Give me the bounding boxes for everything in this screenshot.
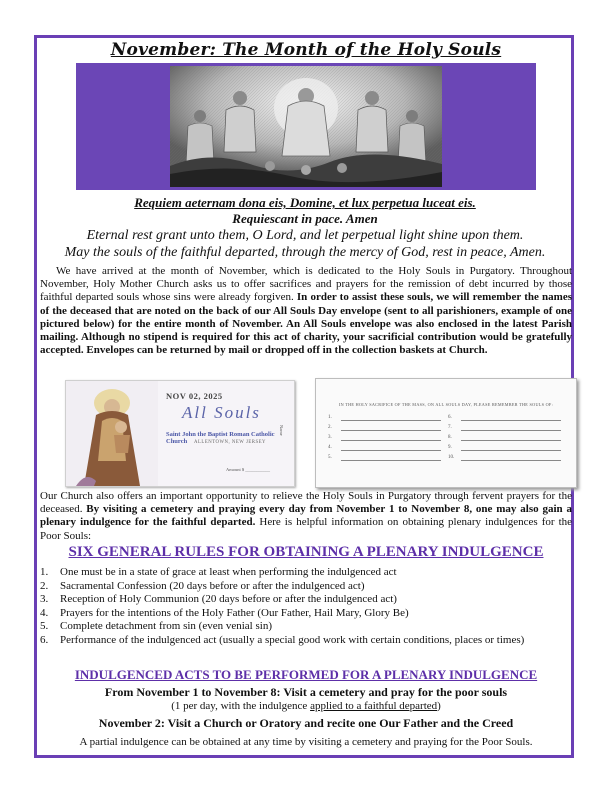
latin-prayer-line-1: Requiem aeternam dona eis, Domine, et lux perpetua luceat eis. bbox=[134, 195, 476, 210]
note-suffix: ) bbox=[437, 700, 441, 712]
write-in-line bbox=[461, 430, 561, 431]
act-church: November 2: Visit a Church or Oratory and recite one Our Father and the Creed bbox=[98, 716, 514, 730]
partial-indulgence-note: A partial indulgence can be obtained at any time by visiting a cemetery and praying for the Poor Souls. bbox=[79, 736, 533, 748]
write-in-line bbox=[341, 440, 441, 441]
write-in-line bbox=[341, 430, 441, 431]
list-item bbox=[40, 580, 572, 594]
madonna-icon bbox=[66, 381, 158, 486]
opportunity-paragraph bbox=[40, 490, 572, 543]
list-item bbox=[40, 634, 572, 648]
envelope-amount: Amount $ ___________ bbox=[226, 467, 271, 472]
envelope-title: All Souls bbox=[182, 403, 261, 422]
write-in-line bbox=[461, 460, 561, 461]
envelope-front-image bbox=[65, 380, 295, 487]
rule-number: 5. bbox=[40, 620, 49, 633]
envelope-back-line: 3. bbox=[328, 435, 332, 440]
english-prayer-line-2: May the souls of the faithful departed, through the mercy of God, rest in peace, Amen. bbox=[64, 245, 546, 260]
page-title: November: The Month of the Holy Souls bbox=[110, 40, 502, 60]
rule-text: Reception of Holy Communion (20 days before or after the indulgenced act) bbox=[60, 593, 397, 606]
opportunity-plain-1: Our Church also offers an important opportunity to relieve the Holy Souls in Purgatory through fervent prayers for the deceased. bbox=[40, 490, 572, 516]
envelope-back-line: 4. bbox=[328, 445, 332, 450]
envelope-back-line: 2. bbox=[328, 425, 332, 430]
rule-number: 1. bbox=[40, 566, 49, 578]
envelope-date: NOV 02, 2025 bbox=[166, 391, 223, 401]
envelope-church: Saint John the Baptist Roman Catholic Church bbox=[166, 431, 275, 445]
write-in-line bbox=[341, 460, 441, 461]
envelope-back-line: 9. bbox=[448, 445, 452, 450]
rule-text: Prayers for the intentions of the Holy Father (Our Father, Hail Mary, Glory Be) bbox=[60, 606, 409, 619]
write-in-line bbox=[461, 420, 561, 421]
rule-number: 3. bbox=[40, 593, 49, 606]
envelope-back-header: IN THE HOLY SACRIFICE OF THE MASS, ON ALL SOULS DAY, PLEASE REMEMBER THE SOULS OF: bbox=[338, 402, 554, 407]
envelope-back-line: 6. bbox=[448, 415, 452, 420]
rule-text: Sacramental Confession (20 days before or after the indulgenced act) bbox=[60, 579, 365, 592]
artwork-illustration bbox=[170, 66, 442, 187]
acts-heading: INDULGENCED ACTS TO BE PERFORMED FOR A PLENARY INDULGENCE bbox=[74, 667, 538, 682]
rules-list bbox=[40, 566, 572, 648]
envelope-back-line: 7. bbox=[448, 425, 452, 430]
envelope-amount-label: Amount $ bbox=[226, 467, 245, 472]
opportunity-plain-2: Here is helpful information on obtaining plenary indulgences for the Poor Souls: bbox=[40, 516, 573, 542]
envelope-back-line: 5. bbox=[328, 455, 332, 460]
latin-prayer-line-2: Requiescant in pace. Amen bbox=[232, 211, 378, 226]
list-item bbox=[40, 566, 572, 580]
rule-number: 2. bbox=[40, 579, 49, 592]
envelope-location: ALLENTOWN, NEW JERSEY bbox=[194, 440, 267, 445]
write-in-line bbox=[341, 450, 441, 451]
write-in-line bbox=[461, 450, 561, 451]
list-item bbox=[40, 607, 572, 621]
envelope-back-image bbox=[315, 378, 577, 488]
write-in-line bbox=[341, 420, 441, 421]
rule-text: Complete detachment from sin (even venial sin) bbox=[60, 620, 272, 633]
note-prefix: (1 per day, with the indulgence bbox=[171, 700, 311, 712]
envelope-name-label: Name bbox=[279, 425, 284, 436]
envelope-back-line: 8. bbox=[448, 435, 452, 440]
rule-text: One must be in a state of grace at least when performing the indulgenced act bbox=[60, 566, 397, 578]
write-in-line bbox=[461, 440, 561, 441]
envelope-back-line: 10. bbox=[448, 455, 455, 460]
intro-bold-text: In order to assist these souls, we will remember the names of the deceased that are noted on the back of our All Souls Day envelope (sent to all parishioners, example of one pictured below) for the entire month of November. An All Souls envelope was also enclosed in the latest Parish mailing. Although no stipend is required for this act of charity, your sacrificial contribution would be gratefully accepted. Envelopes can be returned by mail or dropped off in the collection baskets at Church. bbox=[40, 291, 572, 357]
rule-number: 4. bbox=[40, 606, 49, 619]
act-cemetery: From November 1 to November 8: Visit a cemetery and pray for the poor souls bbox=[104, 685, 508, 699]
list-item bbox=[40, 593, 572, 607]
opportunity-bold: By visiting a cemetery and praying every day from November 1 to November 8, one may also gain a plenary indulgence for the faithful departed. bbox=[40, 503, 572, 529]
english-prayer-line-1: Eternal rest grant unto them, O Lord, and let perpetual light shine upon them. bbox=[86, 228, 524, 243]
rule-text: Performance of the indulgenced act (usually a special good work with certain conditions, places or times) bbox=[60, 633, 525, 646]
rules-heading: SIX GENERAL RULES FOR OBTAINING A PLENARY INDULGENCE bbox=[68, 544, 544, 560]
intro-plain-text: We have arrived at the month of November, which is dedicated to the Holy Souls in Purgatory. Throughout November, Holy Mother Church asks us to offer sacrifices and prayers for the remission of debt incurred by those faithful departed souls whose sins were already forgiven. bbox=[40, 265, 572, 304]
holy-souls-artwork bbox=[170, 66, 442, 187]
act-cemetery-note bbox=[40, 700, 572, 712]
envelope-back-line: 1. bbox=[328, 415, 332, 420]
rule-number: 6. bbox=[40, 633, 49, 646]
intro-paragraph bbox=[40, 265, 572, 357]
list-item bbox=[40, 620, 572, 634]
note-underlined: applied to a faithful departed bbox=[310, 700, 438, 712]
